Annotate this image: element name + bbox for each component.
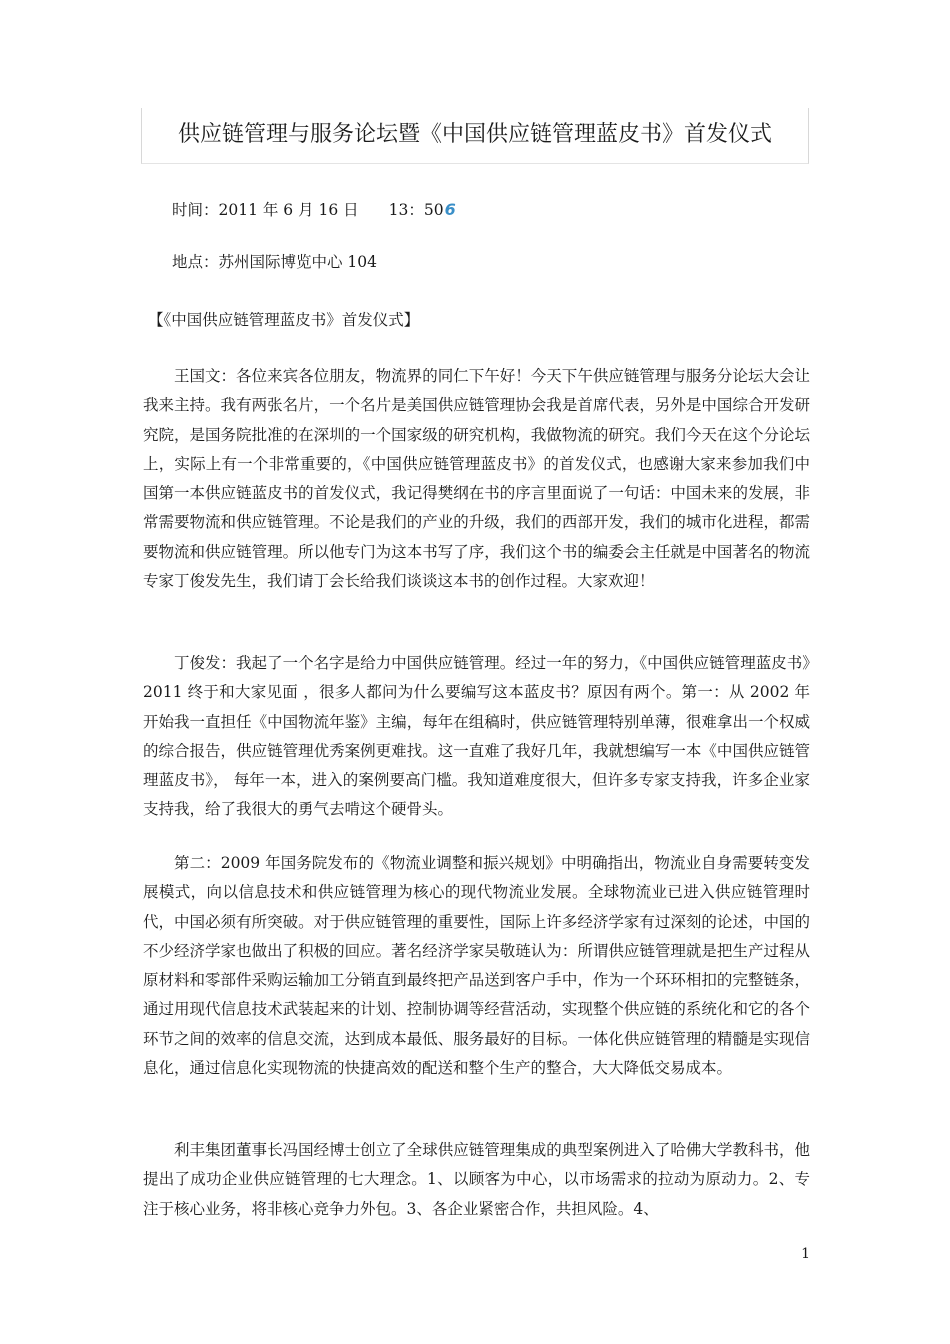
event-time-value: 13：50 xyxy=(388,201,444,219)
page-number: 1 xyxy=(801,1246,810,1262)
event-place: 地点：苏州国际博览中心 104 xyxy=(172,253,378,271)
title-box xyxy=(141,108,809,164)
event-time-date: 时间：2011 年 6 月 16 日 xyxy=(172,201,359,219)
paragraph-4: 利丰集团董事长冯国经博士创立了全球供应链管理集成的典型案例进入了哈佛大学教科书，他提出了成功企业供应链管理的七大理念。1、以顾客为中心，以市场需求的拉动为原动力。2、专注于核心业务，将非核心竞争力外包。3、各企业紧密合作，共担风险。4、 xyxy=(143,1141,810,1218)
paragraph-3: 第二：2009 年国务院发布的《物流业调整和振兴规划》中明确指出，物流业自身需要转变发展模式，向以信息技术和供应链管理为核心的现代物流业发展。全球物流业已进入供应链管理时代，中国必须有所突破。对于供应链管理的重要性，国际上许多经济学家有过深刻的论述，中国的不少经济学家也做出了积极的回应。著名经济学家吴敬琏认为：所谓供应链管理就是把生产过程从原材料和零部件采购运输加工分销直到最终把产品送到客户手中，作为一个环环相扣的完整链条，通过用现代信息技术武装起来的计划、控制协调等经营活动，实现整个供应链的系统化和它的各个环节之间的效率的信息交流，达到成本最低、服务最好的目标。一体化供应链管理的精髓是实现信息化，通过信息化实现物流的快捷高效的配送和整个生产的整合，大大降低交易成本。 xyxy=(143,854,810,1078)
event-time xyxy=(172,199,456,221)
document-title: 供应链管理与服务论坛暨《中国供应链管理蓝皮书》首发仪式 xyxy=(177,122,772,147)
paragraph-2: 丁俊发：我起了一个名字是给力中国供应链管理。经过一年的努力，《中国供应链管理蓝皮书》2011 终于和大家见面 ，很多人都问为什么要编写这本蓝皮书？原因有两个。第一：从 2002 年开始我一直担任《中国物流年鉴》主编，每年在组稿时，供应链管理特别单薄，很难拿出一个权威的综合报告，供应链管理优秀案例更难找。这一直难了我好几年，我就想编写一本《中国供应链管理蓝皮书》， 每年一本，进入的案例要高门槛。我知道难度很大，但许多专家支持我，许多企业家支持我，给了我很大的勇气去啃这个硬骨头。 xyxy=(143,654,810,819)
watermark-logo-icon: 6 xyxy=(444,200,456,219)
section-title: 【《中国供应链管理蓝皮书》首发仪式】 xyxy=(148,311,420,329)
paragraph-1: 王国文：各位来宾各位朋友，物流界的同仁下午好！今天下午供应链管理与服务分论坛大会让我来主持。我有两张名片，一个名片是美国供应链管理协会我是首席代表，另外是中国综合开发研究院，是国务院批准的在深圳的一个国家级的研究机构，我做物流的研究。我们今天在这个分论坛上，实际上有一个非常重要的，《中国供应链管理蓝皮书》的首发仪式，也感谢大家来参加我们中国第一本供应链蓝皮书的首发仪式，我记得樊纲在书的序言里面说了一句话：中国未来的发展，非常需要物流和供应链管理。不论是我们的产业的升级，我们的西部开发，我们的城市化进程，都需要物流和供应链管理。所以他专门为这本书写了序，我们这个书的编委会主任就是中国著名的物流专家丁俊发先生，我们请丁会长给我们谈谈这本书的创作过程。大家欢迎！ xyxy=(143,367,810,591)
